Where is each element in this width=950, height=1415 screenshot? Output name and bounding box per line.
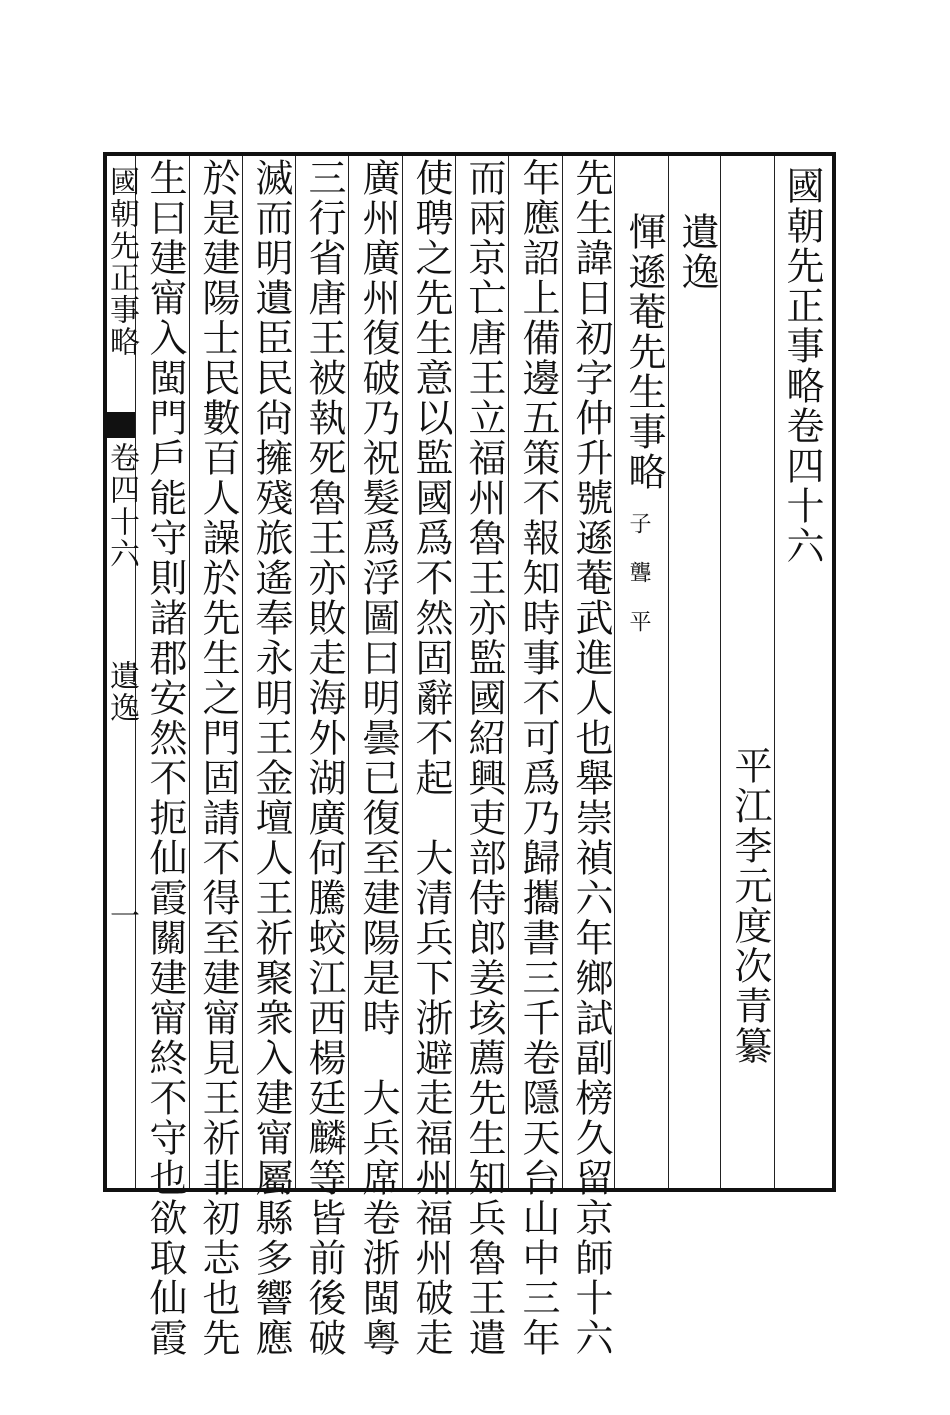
body-column-5: 廣州廣州復破乃祝髮爲浮圖曰明曇已復至建陽是時 大兵席卷浙閩粵 (356, 158, 400, 1358)
body-column-4: 使聘之先生意以監國爲不然固辭不起 大清兵下浙避走福州福州破走 (409, 158, 453, 1358)
column-rule (402, 156, 403, 1188)
body-column-7: 滅而明遺臣民尙擁殘旅遙奉永明王金壇人王祈聚衆入建甯屬縣多響應 (249, 158, 293, 1358)
subject-heading: 惲遜菴先生事略 (622, 212, 666, 492)
section-heading: 遺逸 (675, 212, 719, 292)
body-column-8: 於是建陽士民數百人譟於先生之門固請不得至建甯見王祈非初志也先 (196, 158, 240, 1358)
column-rule (295, 156, 296, 1188)
column-rule (348, 156, 349, 1188)
body-column-2: 年應詔上備邊五策不報知時事不可爲乃歸攜書三千卷隱天台山中三年 (516, 158, 560, 1358)
column-rule (720, 156, 721, 1188)
body-column-6: 三行省唐王被執死魯王亦敗走海外湖廣何騰蛟江西楊廷麟等皆前後破 (302, 158, 346, 1358)
column-rule (508, 156, 509, 1188)
column-rule (562, 156, 563, 1188)
margin-page-number: 一 (104, 900, 139, 932)
page-title: 國朝先正事略卷四十六 (780, 166, 824, 566)
margin-volume: 卷四十六 (104, 442, 139, 570)
body-column-9: 生曰建甯入閩門戶能守則諸郡安然不扼仙霞關建甯終不守也欲取仙霞 (143, 158, 187, 1358)
author-line: 平江李元度次青纂 (728, 746, 772, 1066)
column-rule (242, 156, 243, 1188)
margin-title: 國朝先正事略 (104, 166, 139, 358)
body-column-3: 而兩京亡唐王立福州魯王亦監國紹興吏部侍郎姜垓薦先生知兵魯王遣 (462, 158, 506, 1358)
body-column-1: 先生諱日初字仲升號遜菴武進人也舉崇禎六年鄉試副榜久留京師十六 (569, 158, 613, 1358)
subject-note: 子 聾 平 (626, 512, 651, 633)
column-rule (455, 156, 456, 1188)
column-rule (668, 156, 669, 1188)
column-rule (189, 156, 190, 1188)
column-rule (774, 156, 775, 1188)
fish-tail-mark (103, 412, 135, 438)
margin-section: 遺逸 (104, 660, 139, 724)
